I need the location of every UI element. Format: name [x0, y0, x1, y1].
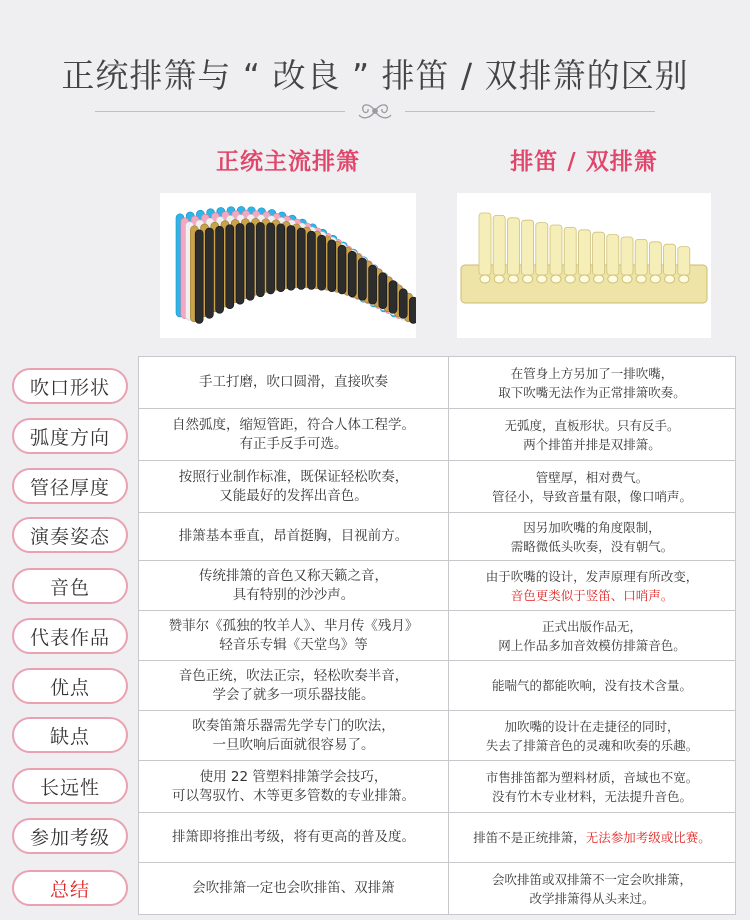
table-cell-left: 吹奏笛箫乐器需先学专门的吹法， 一旦吹响后面就很容易了。	[139, 711, 449, 761]
traditional-panflute-photo	[160, 193, 416, 338]
pipe-tube	[550, 225, 562, 275]
pipe-tube	[664, 244, 676, 275]
table-row	[139, 409, 736, 461]
table-cell-right: 会吹排笛或双排箫不一定会吹排箫， 改学排箫得从头来过。	[449, 863, 736, 915]
table-cell-right: 由于吹嘴的设计，发声原理有所改变， 音色更类似于竖笛、口哨声。	[449, 561, 736, 611]
table-row	[139, 863, 736, 915]
table-cell-left: 传统排箫的音色又称天籁之音， 具有特别的沙沙声。	[139, 561, 449, 611]
title-divider-right	[405, 111, 655, 112]
table-cell-left: 会吹排箫一定也会吹排笛、双排箫	[139, 863, 449, 915]
table-row	[139, 761, 736, 813]
right-column-heading: 排笛 / 双排箫	[510, 149, 658, 175]
title-divider-left	[95, 111, 345, 112]
pipe-tube	[621, 237, 633, 275]
table-row	[139, 357, 736, 409]
table-cell-right: 管壁厚，相对费气。 管径小，导致音量有限，像口哨声。	[449, 461, 736, 513]
flourish-ornament-icon	[355, 98, 395, 124]
table-row	[139, 813, 736, 863]
pipe-tube	[678, 247, 690, 275]
pipe-tube	[479, 213, 491, 275]
table-cell-left: 手工打磨，吹口圆滑，直接吹奏	[139, 357, 449, 409]
pipe-tube	[507, 218, 519, 275]
page-title: 正统排箫与 “ 改良 ” 排笛 / 双排箫的区别	[61, 56, 689, 95]
pipe-tube	[578, 230, 590, 275]
pipe-tube	[493, 215, 505, 275]
row-label-posture: 演奏姿态	[12, 517, 128, 553]
row-label-summary: 总结	[12, 870, 128, 906]
pipe-tube	[593, 232, 605, 275]
table-cell-right: 加吹嘴的设计在走捷径的同时， 失去了排箫音色的灵魂和吹奏的乐趣。	[449, 711, 736, 761]
table-cell-left: 排箫即将推出考级，将有更高的普及度。	[139, 813, 449, 863]
row-label-curvature: 弧度方向	[12, 418, 128, 454]
pipe-tube	[536, 223, 548, 275]
table-cell-right: 在管身上方另加了一排吹嘴， 取下吹嘴无法作为正常排箫吹奏。	[449, 357, 736, 409]
pipe-tube	[522, 220, 534, 275]
pipe-tube	[607, 235, 619, 275]
pipe-tube	[564, 227, 576, 275]
pipe-tube	[635, 239, 647, 275]
straight-panpipe-photo	[457, 193, 711, 338]
row-label-pros: 优点	[12, 668, 128, 704]
table-cell-left: 赞菲尔《孤独的牧羊人》、芈月传《残月》 轻音乐专辑《天堂鸟》等	[139, 611, 449, 661]
row-label-timbre: 音色	[12, 568, 128, 604]
table-cell-right: 因另加吹嘴的角度限制， 需略微低头吹奏，没有朝气。	[449, 513, 736, 561]
table-cell-right: 市售排笛都为塑料材质，音域也不宽。 没有竹木专业材料，无法提升音色。	[449, 761, 736, 813]
table-cell-right: 排笛不是正统排箫，无法参加考级或比赛。	[449, 813, 736, 863]
table-row	[139, 561, 736, 611]
table-cell-left: 按照行业制作标准，既保证轻松吹奏， 又能最好的发挥出音色。	[139, 461, 449, 513]
table-row	[139, 661, 736, 711]
row-label-longevity: 长远性	[12, 768, 128, 804]
table-row	[139, 513, 736, 561]
row-label-exams: 参加考级	[12, 818, 128, 854]
table-cell-right: 正式出版作品无， 网上作品多加音效模仿排箫音色。	[449, 611, 736, 661]
table-cell-left: 自然弧度，缩短管距，符合人体工程学。 有正手反手可选。	[139, 409, 449, 461]
comparison-table	[138, 356, 736, 915]
table-cell-left: 排箫基本垂直，昂首挺胸，目视前方。	[139, 513, 449, 561]
table-row	[139, 611, 736, 661]
table-row	[139, 711, 736, 761]
pipe-tube	[649, 242, 661, 275]
table-cell-left: 音色正统，吹法正宗，轻松吹奏半音， 学会了就多一项乐器技能。	[139, 661, 449, 711]
table-cell-left: 使用 22 管塑料排箫学会技巧， 可以驾驭竹、木等更多管数的专业排箫。	[139, 761, 449, 813]
table-cell-right: 无弧度，直板形状。只有反手。 两个排笛并排是双排箫。	[449, 409, 736, 461]
row-label-works: 代表作品	[12, 618, 128, 654]
row-label-tube-thickness: 管径厚度	[12, 468, 128, 504]
table-row	[139, 461, 736, 513]
table-cell-right: 能喘气的都能吹响，没有技术含量。	[449, 661, 736, 711]
row-label-mouthpiece: 吹口形状	[12, 368, 128, 404]
left-column-heading: 正统主流排箫	[216, 149, 360, 175]
row-label-cons: 缺点	[12, 717, 128, 753]
